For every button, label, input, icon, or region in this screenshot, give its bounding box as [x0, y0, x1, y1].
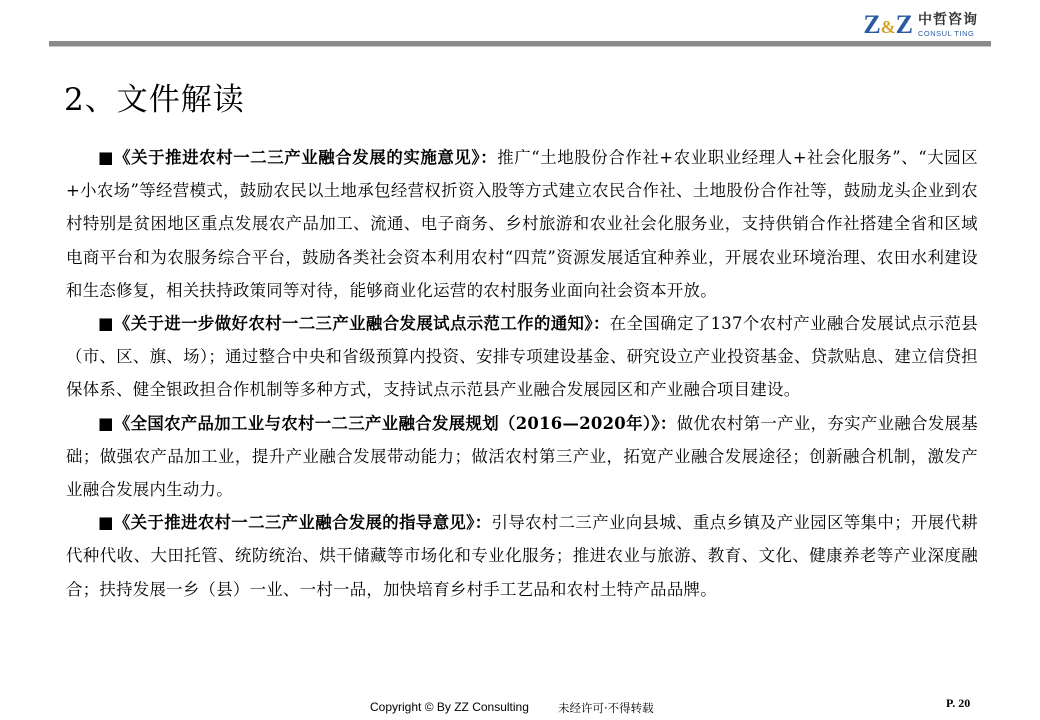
- page-title: 2、文件解读: [64, 82, 245, 118]
- paragraph-3: [66, 407, 978, 507]
- logo-name-en: CONSUL TING: [918, 28, 975, 38]
- reprint-notice: 未经许可·不得转载: [558, 701, 654, 715]
- company-logo: [863, 8, 978, 42]
- paragraph-heading: ■《关于推进农村一二三产业融合发展的指导意见》：: [98, 513, 492, 533]
- paragraph-heading: ■《关于推进农村一二三产业融合发展的实施意见》：: [98, 148, 498, 167]
- paragraph-text: 做优农村第一产业，夯实产业融合发展基础；做强农产品加工业，提升产业融合发展带动能力；做活农村第三产业，拓宽产业融合发展途径；创新融合机制，激发产业融合发展内生动力。: [66, 413, 978, 500]
- paragraph-heading: ■《关于进一步做好农村一二三产业融合发展试点示范工作的通知》：: [98, 314, 610, 334]
- paragraph-1: [66, 141, 978, 307]
- logo-text: [918, 13, 978, 38]
- paragraph-4: [66, 506, 978, 606]
- document-body: [66, 141, 978, 606]
- paragraph-heading: ■《全国农产品加工业与农村一二三产业融合发展规划（2016—2020年）》：: [98, 413, 677, 433]
- paragraph-2: [66, 307, 978, 407]
- paragraph-text: 推广“土地股份合作社+农业职业经理人+社会化服务”、“大园区+小农场”等经营模式，鼓励农民以土地承包经营权折资入股等方式建立农民合作社、土地股份合作社等，鼓励龙头企业到农村特别是贫困地区重点发展农产品加工、流通、电子商务、乡村旅游和农业社会化服务业，支持供销合作社搭建全省和区域电商平台和为农服务综合平台，鼓励各类社会资本利用农村“四荒”资源发展适宜种养业，开展农业环境治理、农田水利建设和生态修复，相关扶持政策同等对待，能够商业化运营的农村服务业面向社会资本开放。: [66, 148, 978, 300]
- header-divider: [49, 41, 991, 47]
- copyright-text: Copyright © By ZZ Consulting: [370, 700, 529, 714]
- logo-mark: Z&Z: [863, 10, 912, 39]
- page-number: P. 20: [946, 696, 971, 710]
- logo-name-cn: 中哲咨询: [918, 11, 978, 28]
- paragraph-text: 在全国确定了137个农村产业融合发展试点示范县（市、区、旗、场）；通过整合中央和省级预算内投资、安排专项建设基金、研究设立产业投资基金、贷款贴息、建立信贷担保体系、健全银政担合作机制等多种方式，支持试点示范县产业融合发展园区和产业融合项目建设。: [66, 314, 978, 400]
- paragraph-text: 引导农村二三产业向县城、重点乡镇及产业园区等集中；开展代耕代种代收、大田托管、统防统治、烘干储藏等市场化和专业化服务；推进农业与旅游、教育、文化、健康养老等产业深度融合；扶持发展一乡（县）一业、一村一品，加快培育乡村手工艺品和农村土特产品品牌。: [66, 513, 978, 599]
